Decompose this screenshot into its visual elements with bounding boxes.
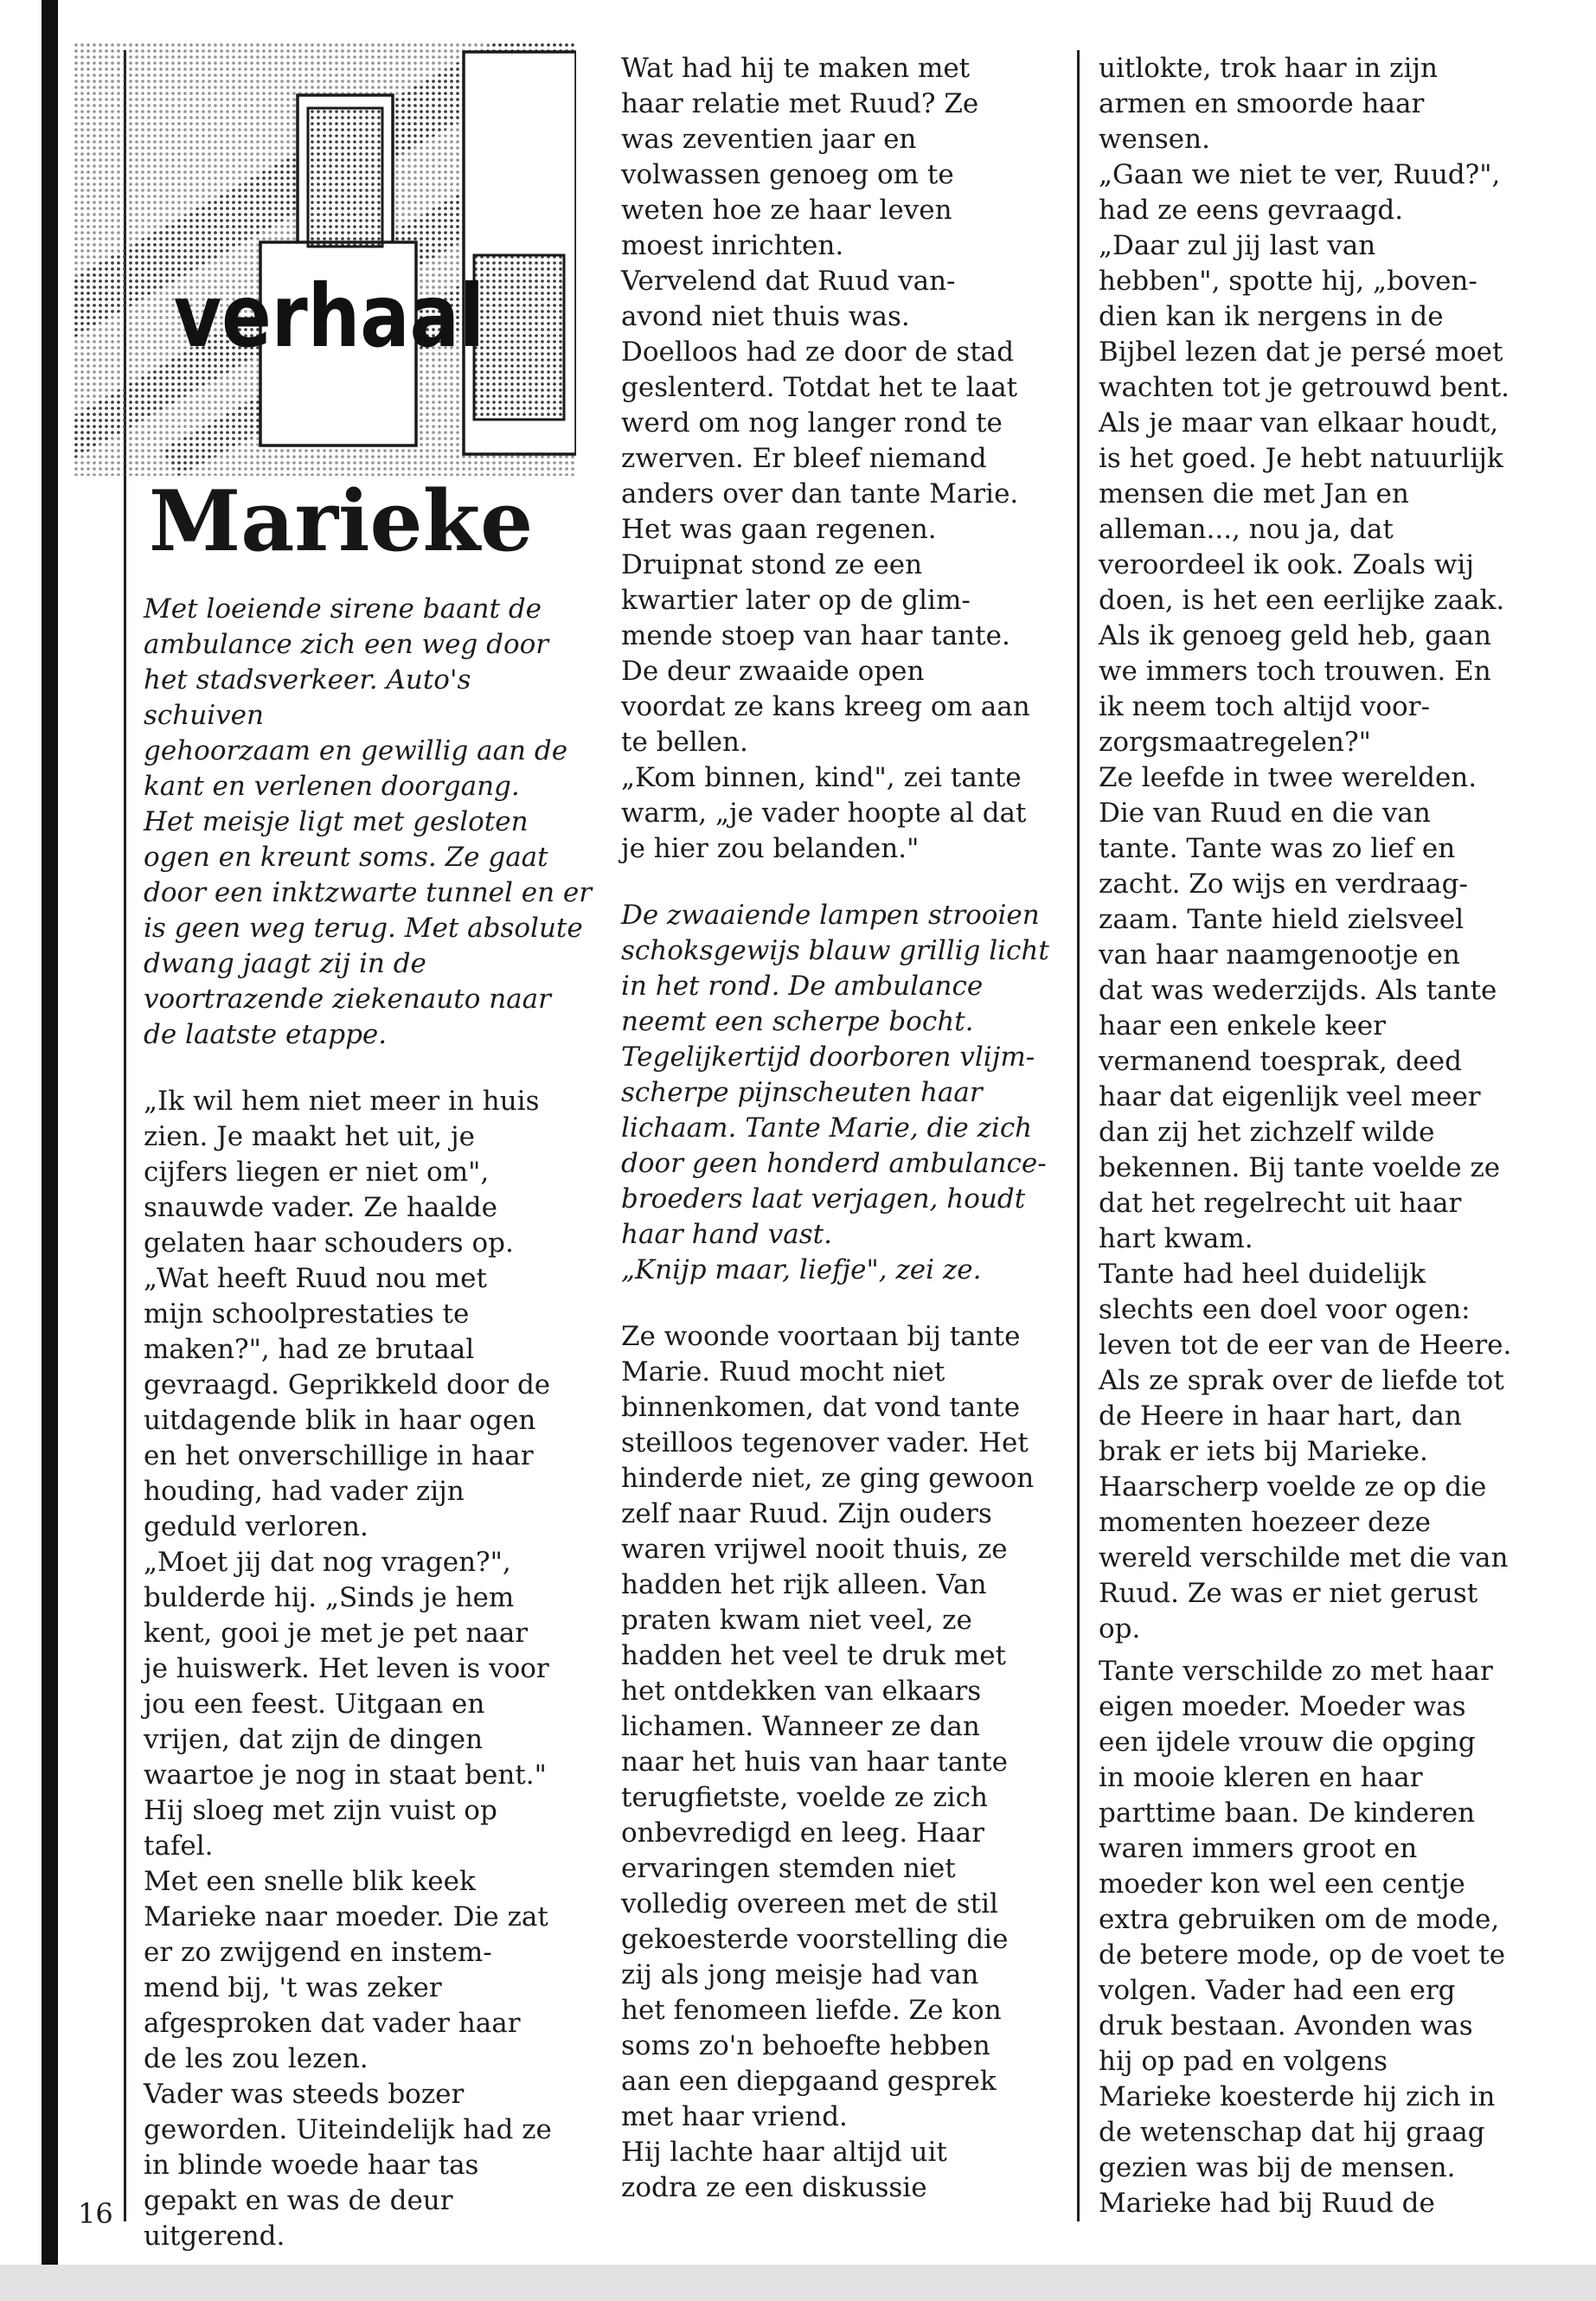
text-line: „Ik wil hem niet meer in huis	[144, 1086, 540, 1117]
text-line: gelaten haar schouders op.	[144, 1227, 514, 1259]
text-line: de les zou lezen.	[144, 2043, 369, 2074]
text-line: leven tot de eer van de Heere.	[1099, 1330, 1512, 1361]
body-paragraph	[1099, 51, 1566, 1647]
text-line: hadden het rijk alleen. Van	[621, 1569, 987, 1600]
text-line: „Daar zul jij last van	[1099, 230, 1376, 261]
text-line: jou een feest. Uitgaan en	[144, 1689, 485, 1720]
text-line: parttime baan. De kinderen	[1099, 1798, 1476, 1829]
text-line: afgesproken dat vader haar	[144, 2008, 521, 2039]
text-line: Als je maar van elkaar houdt,	[1099, 407, 1499, 439]
body-paragraph	[621, 1319, 1071, 2206]
body-paragraph	[144, 1084, 593, 2254]
text-line: moeder kon wel een centje	[1099, 1868, 1465, 1900]
bottom-scan-band	[0, 2265, 1596, 2301]
text-line: waren immers groot en	[1099, 1833, 1418, 1864]
text-line: Ruud. Ze was er niet gerust	[1099, 1578, 1478, 1609]
text-line: het ontdekken van elkaars	[621, 1676, 982, 1707]
text-line: zij als jong meisje had van	[621, 1959, 979, 1990]
text-line: we immers toch trouwen. En	[1099, 656, 1491, 687]
text-line: „Knijp maar, liefje", zei ze.	[621, 1254, 982, 1285]
text-line: Hij lachte haar altijd uit	[621, 2137, 947, 2168]
text-line: Als ze sprak over de liefde tot	[1099, 1365, 1504, 1396]
text-line: hadden het veel te druk met	[621, 1640, 1007, 1671]
text-line: ogen en kreunt soms. Ze gaat	[144, 842, 548, 873]
story-title: Marieke	[149, 472, 534, 570]
text-line: aan een diepgaand gesprek	[621, 2066, 997, 2097]
text-line: zacht. Zo wijs en verdraag-	[1099, 868, 1468, 900]
text-line: Als ik genoeg geld heb, gaan	[1099, 620, 1491, 651]
text-line: het stadsverkeer. Auto's schuiven	[144, 664, 471, 731]
text-line: „Kom binnen, kind", zei tante	[621, 762, 1022, 793]
text-line: lichamen. Wanneer ze dan	[621, 1711, 980, 1742]
text-line: „Wat heeft Ruud nou met	[144, 1263, 487, 1294]
text-line: uitgerend.	[144, 2221, 285, 2252]
text-line: Bijbel lezen dat je persé moet	[1099, 336, 1503, 368]
text-line: De deur zwaaide open	[621, 656, 925, 687]
text-line: terugfietste, voelde ze zich	[621, 1782, 988, 1813]
text-line: vrijen, dat zijn de dingen	[144, 1724, 484, 1755]
column-1	[144, 592, 593, 2254]
text-line: uitlokte, trok haar in zijn	[1099, 53, 1438, 84]
text-line: alleman..., nou ja, dat	[1099, 514, 1394, 545]
text-line: Marieke koesterde hij zich in	[1099, 2081, 1496, 2112]
text-line: Met loeiende sirene baant de	[144, 593, 542, 625]
text-line: avond niet thuis was.	[621, 301, 910, 332]
text-line: geslenterd. Totdat het te laat	[621, 372, 1018, 403]
text-line: slechts een doel voor ogen:	[1099, 1294, 1471, 1325]
text-line: mende stoep van haar tante.	[621, 620, 1010, 651]
text-line: het fenomeen liefde. Ze kon	[621, 1995, 1002, 2026]
left-margin-bar	[42, 0, 58, 2301]
text-line: door geen honderd ambulance-	[621, 1148, 1047, 1179]
text-line: soms zo'n behoefte hebben	[621, 2030, 990, 2061]
body-paragraph	[621, 51, 1071, 867]
text-line: cijfers liegen er niet om",	[144, 1157, 490, 1188]
text-line: „Moet jij dat nog vragen?",	[144, 1547, 511, 1578]
text-line: je hier zou belanden."	[621, 833, 920, 864]
text-line: hinderde niet, ze ging gewoon	[621, 1463, 1035, 1494]
text-line: in blinde woede haar tas	[144, 2150, 479, 2181]
text-line: praten kwam niet veel, ze	[621, 1605, 972, 1636]
page-number: 16	[78, 2197, 113, 2230]
text-line: tafel.	[144, 1830, 214, 1862]
text-line: waren vrijwel nooit thuis, ze	[621, 1534, 1008, 1565]
text-line: was zeventien jaar en	[621, 124, 917, 155]
text-line: wensen.	[1099, 124, 1210, 155]
text-line: mijn schoolprestaties te	[144, 1298, 470, 1330]
text-line: momenten hoezeer deze	[1099, 1507, 1431, 1538]
column-rule-2	[1077, 50, 1080, 2221]
column-2	[621, 51, 1071, 2206]
text-line: gekoesterde voorstelling die	[621, 1924, 1009, 1955]
text-line: Het was gaan regenen.	[621, 514, 937, 545]
text-line: armen en smoorde haar	[1099, 88, 1425, 119]
text-line: extra gebruiken om de mode,	[1099, 1904, 1500, 1935]
text-line: gevraagd. Geprikkeld door de	[144, 1369, 551, 1400]
text-line: brak er iets bij Marieke.	[1099, 1436, 1428, 1467]
text-line: doen, is het een eerlijke zaak.	[1099, 585, 1505, 616]
text-line: te bellen.	[621, 727, 748, 758]
text-line: hebben", spotte hij, „boven-	[1099, 266, 1477, 297]
text-line: door een inktzwarte tunnel en er	[144, 877, 593, 908]
text-line: gehoorzaam en gewillig aan de	[144, 735, 568, 766]
text-line: haar dat eigenlijk veel meer	[1099, 1081, 1481, 1112]
text-line: werd om nog langer rond te	[621, 407, 1003, 439]
text-line: de Heere in haar hart, dan	[1099, 1400, 1462, 1432]
text-line: onbevredigd en leeg. Haar	[621, 1817, 984, 1849]
text-line: wachten tot je getrouwd bent.	[1099, 372, 1510, 403]
text-line: in mooie kleren en haar	[1099, 1762, 1423, 1793]
text-line: zaam. Tante hield zielsveel	[1099, 904, 1465, 935]
text-line: geworden. Uiteindelijk had ze	[144, 2114, 552, 2145]
text-line: ambulance zich een weg door	[144, 629, 549, 660]
text-line: binnenkomen, dat vond tante	[621, 1392, 1021, 1423]
text-line: zien. Je maakt het uit, je	[144, 1121, 475, 1152]
text-line: dwang jaagt zij in de	[144, 948, 426, 979]
text-line: uitdagende blik in haar ogen	[144, 1405, 536, 1436]
text-line: Met een snelle blik keek	[144, 1866, 476, 1897]
text-line: is geen weg terug. Met absolute	[144, 913, 583, 944]
text-line: anders over dan tante Marie.	[621, 478, 1019, 510]
text-line: maken?", had ze brutaal	[144, 1334, 475, 1365]
text-line: dat was wederzijds. Als tante	[1099, 975, 1497, 1006]
text-line: Tante verschilde zo met haar	[1099, 1656, 1493, 1687]
text-line: haar relatie met Ruud? Ze	[621, 88, 979, 119]
text-line: Marieke naar moeder. Die zat	[144, 1901, 548, 1932]
text-line: waartoe je nog in staat bent."	[144, 1759, 547, 1791]
text-line: zwerven. Er bleef niemand	[621, 443, 987, 474]
text-line: in het rond. De ambulance	[621, 971, 984, 1002]
text-line: Wat had hij te maken met	[621, 53, 971, 84]
text-line: je huiswerk. Het leven is voor	[144, 1653, 549, 1684]
text-line: Doelloos had ze door de stad	[621, 336, 1015, 368]
text-line: zelf naar Ruud. Zijn ouders	[621, 1498, 992, 1529]
text-line: Ze woonde voortaan bij tante	[621, 1321, 1021, 1352]
text-line: tante. Tante was zo lief en	[1099, 833, 1456, 864]
text-line: veroordeel ik ook. Zoals wij	[1099, 549, 1474, 580]
text-line: volwassen genoeg om te	[621, 159, 954, 190]
text-line: bulderde hij. „Sinds je hem	[144, 1582, 515, 1613]
text-line: neemt een scherpe bocht.	[621, 1006, 974, 1037]
text-line: van haar naamgenootje en	[1099, 939, 1460, 971]
text-line: voortrazende ziekenauto naar	[144, 984, 551, 1015]
column-3	[1099, 51, 1566, 2221]
text-line: Marieke had bij Ruud de	[1099, 2188, 1435, 2219]
text-line: mensen die met Jan en	[1099, 478, 1409, 510]
intro-paragraph	[144, 592, 593, 1053]
text-line: „Gaan we niet te ver, Ruud?",	[1099, 159, 1501, 190]
text-line: Die van Ruud en die van	[1099, 798, 1431, 829]
text-line: snauwde vader. Ze haalde	[144, 1192, 497, 1223]
text-line: geduld verloren.	[144, 1511, 369, 1542]
text-line: en het onverschillige in haar	[144, 1440, 534, 1471]
text-line: dan zij het zichzelf wilde	[1099, 1117, 1435, 1148]
text-line: de wetenschap dat hij graag	[1099, 2117, 1485, 2148]
text-line: dien kan ik nergens in de	[1099, 301, 1444, 332]
text-line: moest inrichten.	[621, 230, 844, 261]
text-line: De zwaaiende lampen strooien	[621, 900, 1040, 931]
text-line: Ze leefde in twee werelden.	[1099, 762, 1477, 793]
text-line: een ijdele vrouw die opging	[1099, 1727, 1476, 1758]
text-line: eigen moeder. Moeder was	[1099, 1691, 1466, 1722]
text-line: gepakt en was de deur	[144, 2185, 453, 2216]
text-line: Marie. Ruud mocht niet	[621, 1356, 945, 1388]
text-line: dat het regelrecht uit haar	[1099, 1188, 1462, 1219]
text-line: scherpe pijnscheuten haar	[621, 1077, 983, 1108]
text-line: wereld verschilde met die van	[1099, 1542, 1509, 1574]
text-line: warm, „je vader hoopte al dat	[621, 798, 1027, 829]
text-line: vermanend toesprak, deed	[1099, 1046, 1462, 1077]
text-line: bekennen. Bij tante voelde ze	[1099, 1152, 1501, 1183]
verhaal-logo	[74, 43, 576, 476]
text-line: gezien was bij de mensen.	[1099, 2152, 1456, 2183]
section-label: verhaal	[173, 266, 485, 367]
text-line: lichaam. Tante Marie, die zich	[621, 1112, 1033, 1144]
italic-paragraph	[621, 898, 1071, 1288]
text-line: er zo zwijgend en instem-	[144, 1937, 492, 1968]
text-line: Het meisje ligt met gesloten	[144, 806, 529, 837]
text-line: is het goed. Je hebt natuurlijk	[1099, 443, 1503, 474]
text-line: op.	[1099, 1613, 1141, 1644]
text-line: kent, gooi je met je pet naar	[144, 1618, 529, 1649]
text-line: Tegelijkertijd doorboren vlijm-	[621, 1042, 1035, 1073]
text-line: volgen. Vader had een erg	[1099, 1975, 1456, 2006]
text-line: kant en verlenen doorgang.	[144, 771, 520, 802]
text-line: druk bestaan. Avonden was	[1099, 2010, 1473, 2041]
text-line: volledig overeen met de stil	[621, 1888, 998, 1920]
text-line: de laatste etappe.	[144, 1019, 388, 1050]
text-line: weten hoe ze haar leven	[621, 195, 952, 226]
text-line: haar hand vast.	[621, 1219, 832, 1250]
text-line: hij op pad en volgens	[1099, 2046, 1388, 2077]
text-line: had ze eens gevraagd.	[1099, 195, 1404, 226]
text-line: Hij sloeg met zijn vuist op	[144, 1795, 497, 1826]
text-line: ervaringen stemden niet	[621, 1853, 956, 1884]
text-line: de betere mode, op de voet te	[1099, 1939, 1506, 1971]
text-line: naar het huis van haar tante	[621, 1747, 1008, 1778]
text-line: hart kwam.	[1099, 1223, 1253, 1254]
text-line: mend bij, 't was zeker	[144, 1972, 442, 2003]
text-line: zodra ze een diskussie	[621, 2172, 927, 2203]
text-line: Druipnat stond ze een	[621, 549, 923, 580]
text-line: Vervelend dat Ruud van-	[621, 266, 956, 297]
text-line: Tante had heel duidelijk	[1099, 1259, 1426, 1290]
text-line: broeders laat verjagen, houdt	[621, 1183, 1026, 1215]
text-line: voordat ze kans kreeg om aan	[621, 691, 1030, 722]
text-line: Haarscherp voelde ze op die	[1099, 1471, 1487, 1503]
text-line: zorgsmaatregelen?"	[1099, 727, 1371, 758]
text-line: kwartier later op de glim-	[621, 585, 971, 616]
text-line: Vader was steeds bozer	[144, 2079, 465, 2110]
text-line: haar een enkele keer	[1099, 1010, 1386, 1042]
text-line: met haar vriend.	[621, 2101, 848, 2132]
text-line: steilloos tegenover vader. Het	[621, 1427, 1029, 1458]
text-line: schoksgewijs blauw grillig licht	[621, 935, 1049, 966]
text-line: houding, had vader zijn	[144, 1476, 465, 1507]
body-paragraph	[1099, 1654, 1566, 2221]
text-line: ik neem toch altijd voor-	[1099, 691, 1430, 722]
